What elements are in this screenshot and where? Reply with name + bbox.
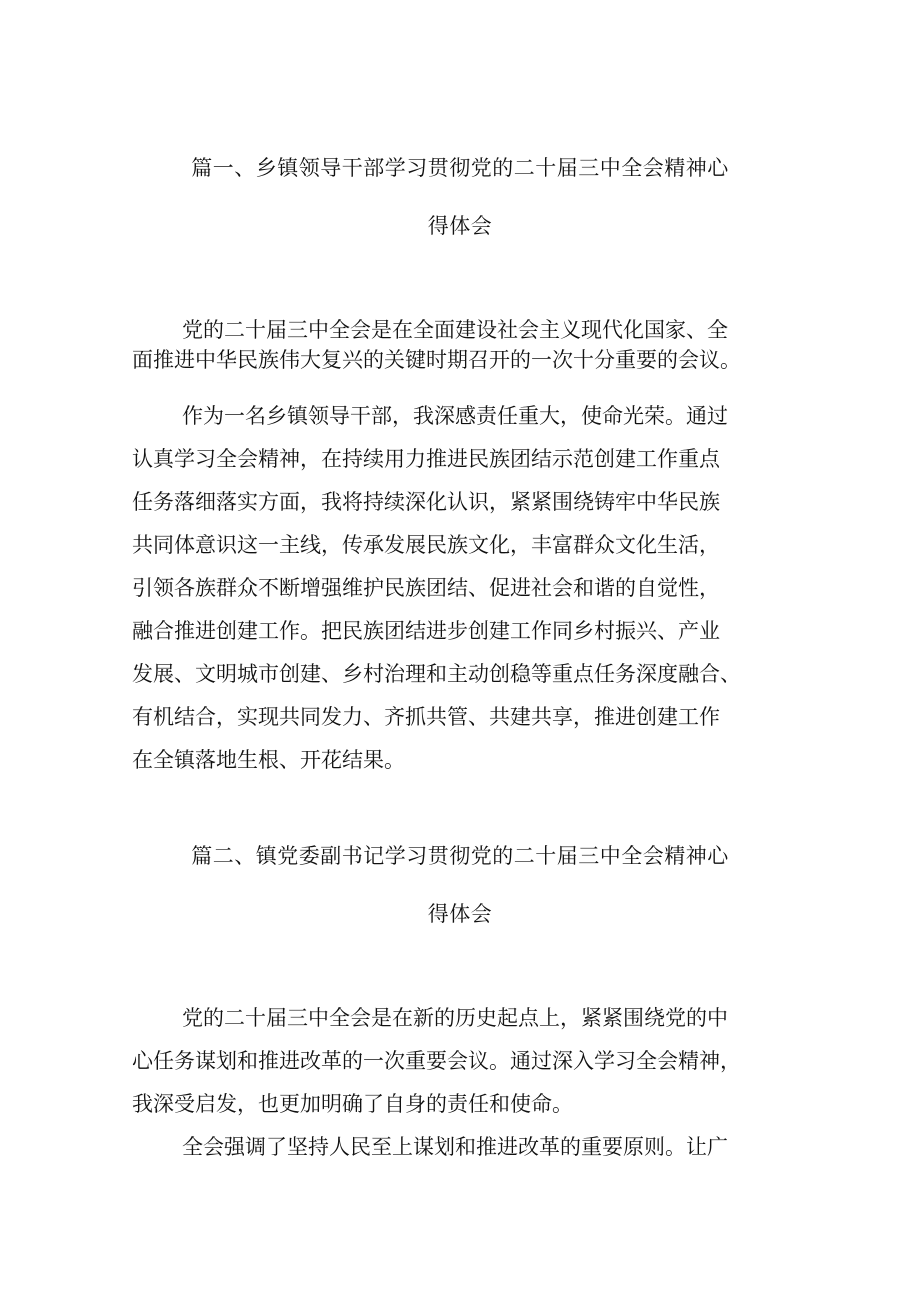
paragraph-line: 共同体意识这一主线，传承发展民族文化，丰富群众文化生活， bbox=[132, 533, 720, 557]
paragraph-line: 任务落细落实方面，我将持续深化认识，紧紧围绕铸牢中华民族 bbox=[132, 490, 720, 514]
paragraph-line: 融合推进创建工作。把民族团结进步创建工作同乡村振兴、产业 bbox=[132, 619, 720, 643]
section2-title-line1: 篇二、镇党委副书记学习贯彻党的二十届三中全会精神心 bbox=[191, 844, 729, 868]
section2-title-line2: 得体会 bbox=[427, 902, 493, 926]
paragraph-line: 认真学习全会精神，在持续用力推进民族团结示范创建工作重点 bbox=[132, 447, 720, 471]
section1-title-line2: 得体会 bbox=[427, 214, 493, 238]
section2-paragraph-2 bbox=[132, 1132, 812, 1162]
section2-paragraph-1 bbox=[132, 1003, 812, 1119]
paragraph-line: 在全镇落地生根、开花结果。 bbox=[132, 748, 405, 772]
paragraph-line: 我深受启发，也更加明确了自身的责任和使命。 bbox=[132, 1092, 573, 1116]
section1-paragraph-1 bbox=[132, 315, 812, 375]
paragraph-line: 作为一名乡镇领导干部，我深感责任重大，使命光荣。通过 bbox=[182, 404, 728, 428]
paragraph-line: 党的二十届三中全会是在全面建设社会主义现代化国家、全 bbox=[182, 318, 728, 342]
section1-title-line1: 篇一、乡镇领导干部学习贯彻党的二十届三中全会精神心 bbox=[191, 156, 729, 180]
paragraph-line: 面推进中华民族伟大复兴的关键时期召开的一次十分重要的会议。 bbox=[132, 348, 741, 372]
paragraph-line: 党的二十届三中全会是在新的历史起点上，紧紧围绕党的中 bbox=[182, 1006, 728, 1030]
paragraph-line: 有机结合，实现共同发力、齐抓共管、共建共享，推进创建工作 bbox=[132, 705, 720, 729]
paragraph-line: 发展、文明城市创建、乡村治理和主动创稳等重点任务深度融合、 bbox=[132, 662, 741, 686]
paragraph-line: 全会强调了坚持人民至上谋划和推进改革的重要原则。让广 bbox=[182, 1135, 728, 1159]
section1-paragraph-2 bbox=[132, 401, 812, 775]
paragraph-line: 引领各族群众不断增强维护民族团结、促进社会和谐的自觉性， bbox=[132, 576, 720, 600]
paragraph-line: 心任务谋划和推进改革的一次重要会议。通过深入学习全会精神， bbox=[132, 1049, 741, 1073]
